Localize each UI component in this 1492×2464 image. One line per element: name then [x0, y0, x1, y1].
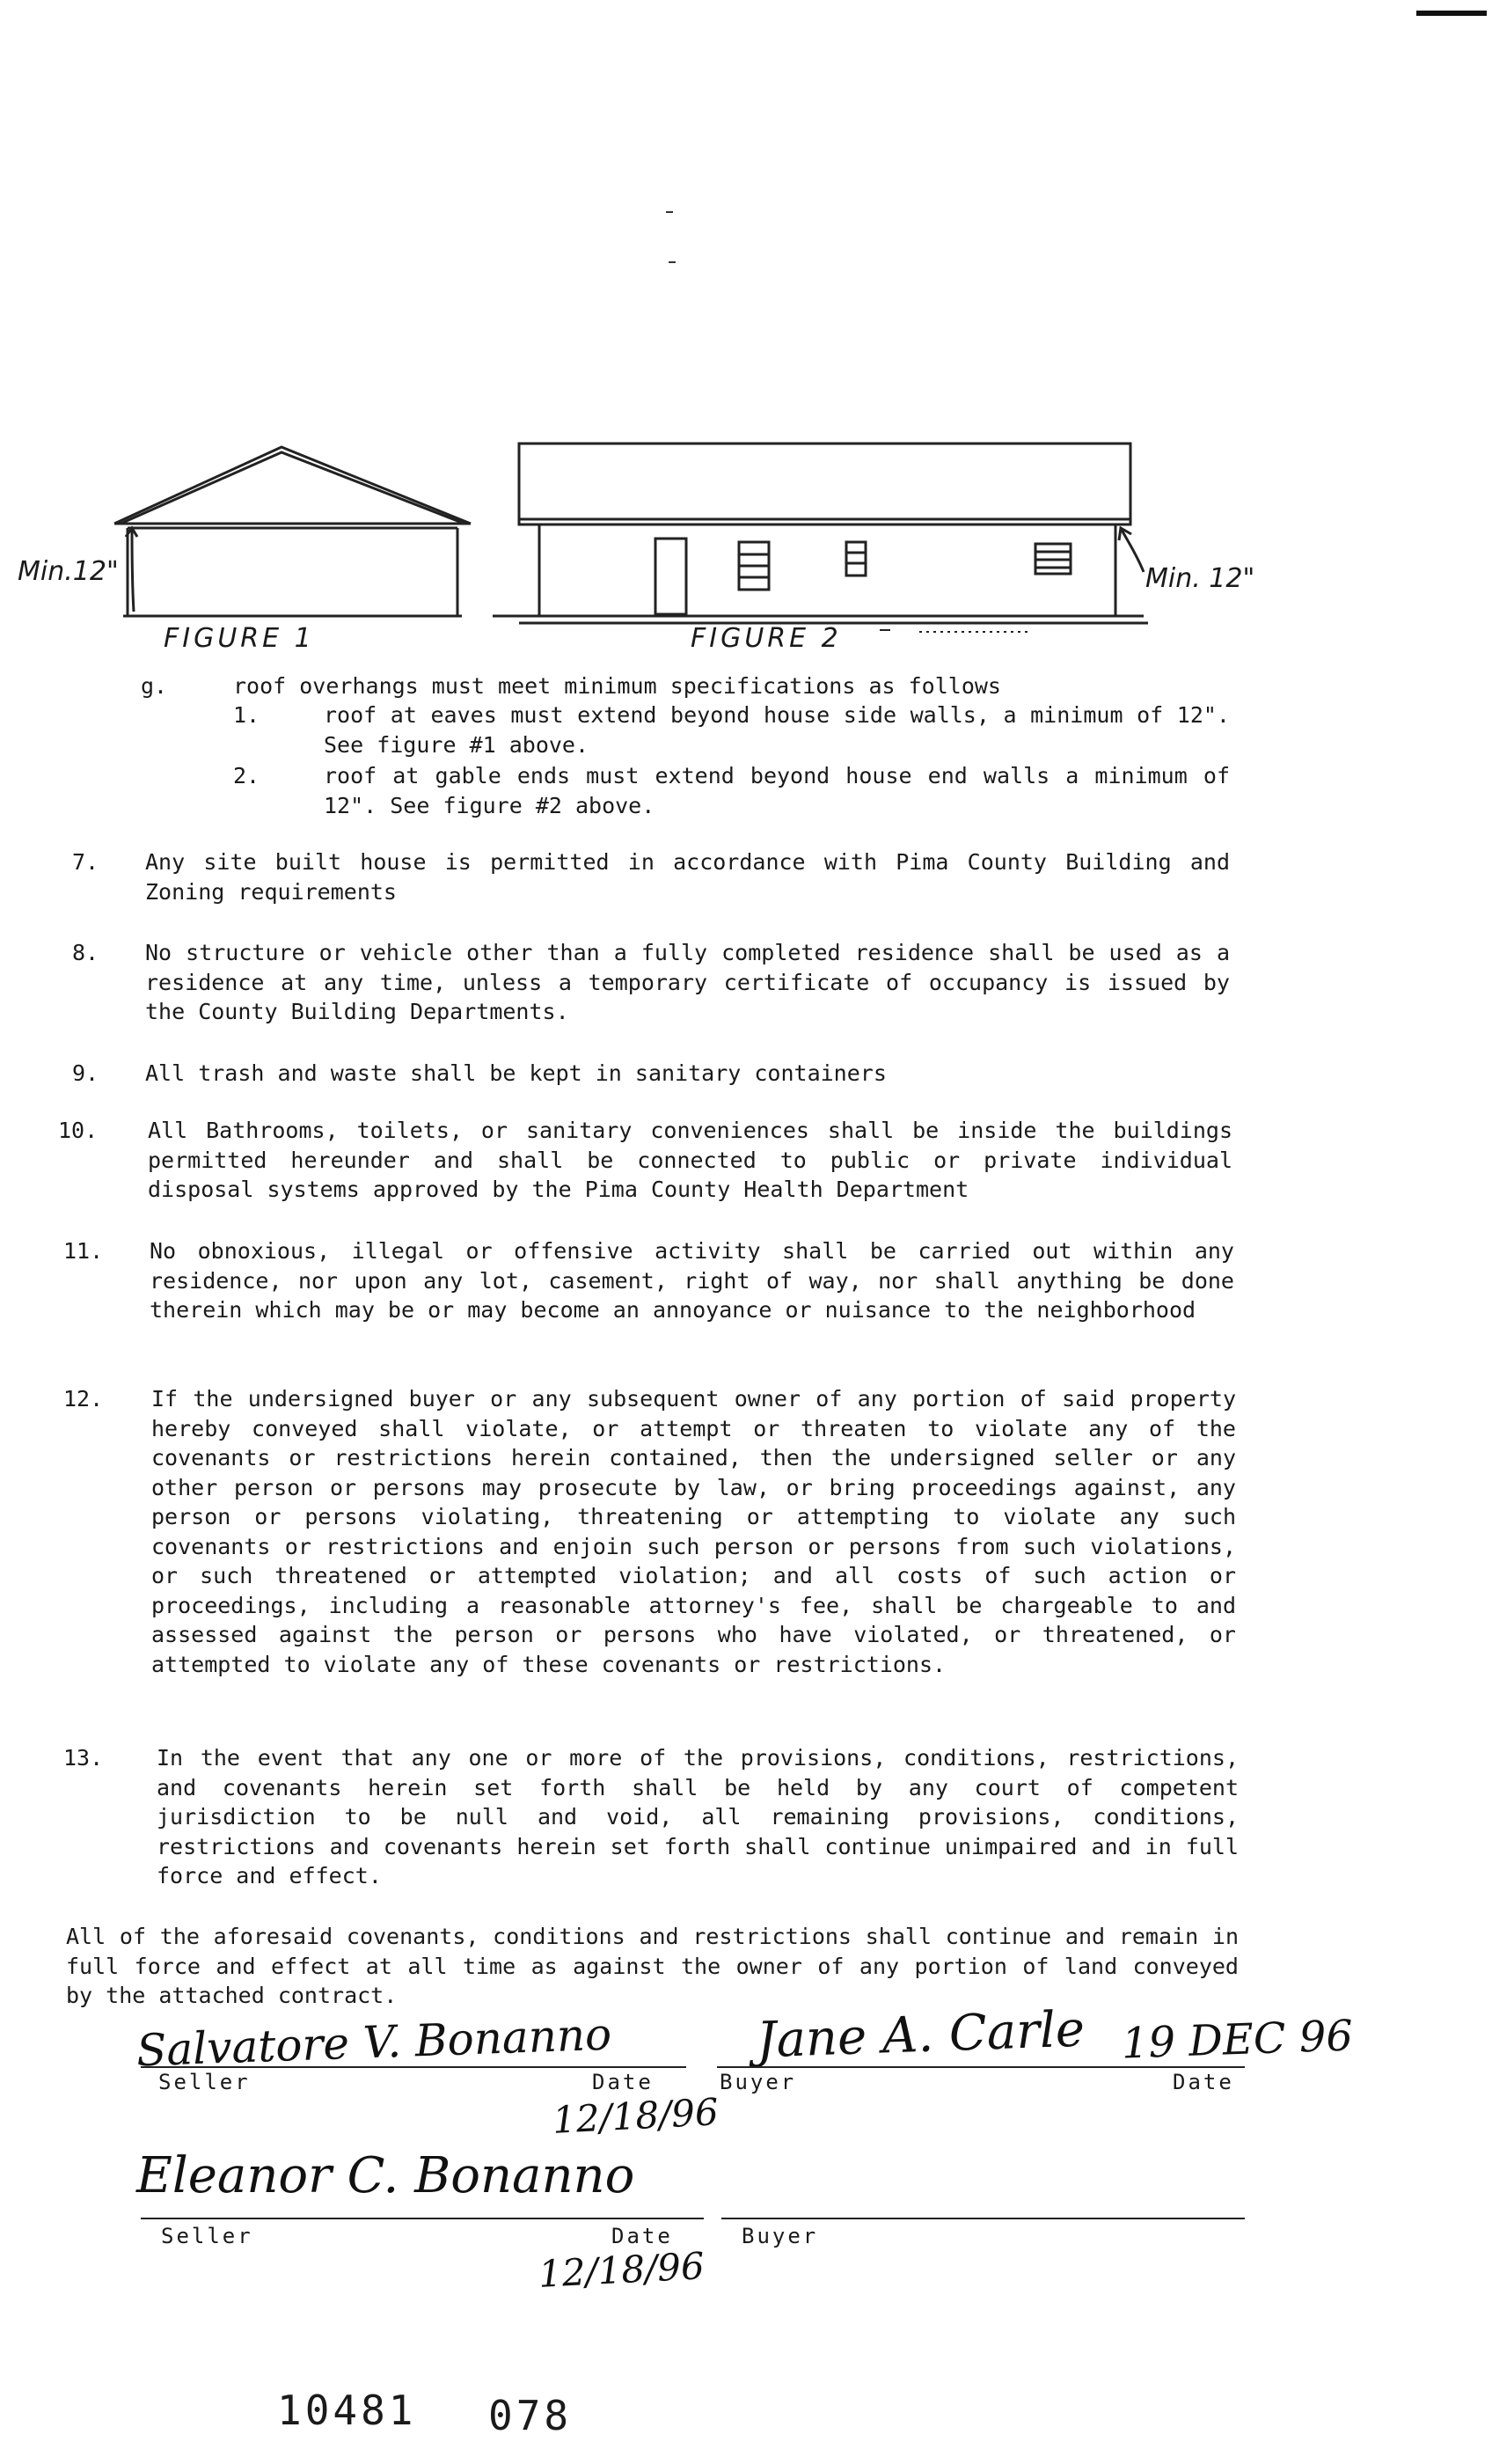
buyer-date-1: 19 DEC 96 [1121, 2011, 1354, 2069]
seller-signature-1: Salvatore V. Bonanno [135, 2008, 613, 2077]
seller-date-label-1: Date [592, 2070, 654, 2094]
paragraph-9-num: 9. [72, 1060, 99, 1086]
paragraph-8-text: No structure or vehicle other than a fully completed residence shall be used as a residence at any time, unless a temporary certificate of occupancy is issued by the County Building Departments. [145, 940, 1230, 1024]
min-12-label-right: Min. 12" [1145, 563, 1255, 594]
figure-2-label: FIGURE 2 [691, 623, 842, 654]
paragraph-7-text: Any site built house is permitted in accordance with Pima County Building and Zoning requirements [145, 849, 1230, 905]
page-number: 078 [488, 2392, 573, 2439]
seller-line-2 [141, 2218, 704, 2219]
item-g-label: g. [141, 673, 168, 699]
scan-corner-mark [1416, 11, 1487, 16]
item-g-sub-1-num: 1. [233, 702, 260, 728]
closing-statement: All of the aforesaid covenants, conditions and restrictions shall continue and remain in full force and effect at all time as against the owner of any portion of land conveyed by the attached contract. [66, 1924, 1239, 2008]
paragraph-10-num: 10. [58, 1118, 99, 1143]
paragraph-11-num: 11. [63, 1238, 104, 1264]
item-g-text: roof overhangs must meet minimum specifications as follows [233, 673, 1001, 699]
paragraph-11-text: No obnoxious, illegal or offensive activity shall be carried out within any residence, nor upon any lot, casement, right of way, nor shall anything be done therein which may be or may become an annoyance or nuisance to the neighborhood [150, 1238, 1234, 1323]
paragraph-13-num: 13. [63, 1745, 104, 1771]
paragraph-7-num: 7. [72, 849, 99, 875]
scan-dash-2 [669, 261, 676, 263]
buyer-line-2 [721, 2218, 1245, 2219]
buyer-label-2: Buyer [742, 2224, 819, 2248]
seller-date-2: 12/18/96 [537, 2244, 706, 2296]
item-g-sub-1-text: roof at eaves must extend beyond house side walls, a minimum of 12". See figure #1 above. [324, 702, 1230, 758]
item-g-sub-2-text: roof at gable ends must extend beyond house end walls a minimum of 12". See figure #2 above. [324, 763, 1230, 818]
seller-label-2: Seller [161, 2224, 253, 2248]
paragraph-10-text: All Bathrooms, toilets, or sanitary conveniences shall be inside the buildings permitted hereunder and shall be connected to public or private individual disposal systems approved by the Pima County Health Department [148, 1118, 1232, 1202]
seller-date-1: 12/18/96 [551, 2090, 720, 2142]
item-g-sub-2-num: 2. [233, 763, 260, 788]
figure-1-label: FIGURE 1 [164, 623, 315, 654]
seller-signature-2: Eleanor C. Bonanno [136, 2147, 635, 2204]
seller-label-1: Seller [158, 2070, 251, 2094]
paragraph-13-text: In the event that any one or more of the provisions, conditions, restrictions, and covenants herein set forth shall be held by any court of competent jurisdiction to be null and void, all remaining provisions, conditions, restrictions and covenants herein set forth shall continue unimpaired and in full force and effect. [157, 1745, 1239, 1888]
scan-dash-1 [666, 211, 673, 213]
figure-1-drawing [114, 447, 471, 616]
paragraph-8-num: 8. [72, 940, 99, 965]
paragraph-12-text: If the undersigned buyer or any subsequent owner of any portion of said property hereby conveyed shall violate, or attempt or threaten to violate any of the covenants or restrictions herein contained, then the undersigned seller or any other person or persons may prosecute by law, or bring proceedings against, any person or persons violating, threatening or attempting to violate any such covenants or restrictions and enjoin such person or persons from such violations, or such threatened or attempted violation; and all costs of such action or proceedings, including a reasonable attorney's fee, shall be chargeable to and assessed against the person or persons who have violated, or threatened, or attempted to violate any of these covenants or restrictions. [151, 1386, 1236, 1677]
buyer-label-1: Buyer [720, 2070, 797, 2094]
min-12-label-left: Min.12" [18, 556, 119, 587]
figure-2-drawing [493, 444, 1148, 632]
buyer-date-label-1: Date [1173, 2070, 1234, 2094]
paragraph-12-num: 12. [63, 1386, 104, 1412]
paragraph-9-text: All trash and waste shall be kept in sanitary containers [145, 1060, 887, 1086]
seller-line-1 [141, 2066, 686, 2068]
buyer-signature-1: Jane A. Carle [755, 2000, 1086, 2070]
seller-date-label-2: Date [611, 2224, 673, 2248]
book-number: 10481 [277, 2387, 417, 2434]
